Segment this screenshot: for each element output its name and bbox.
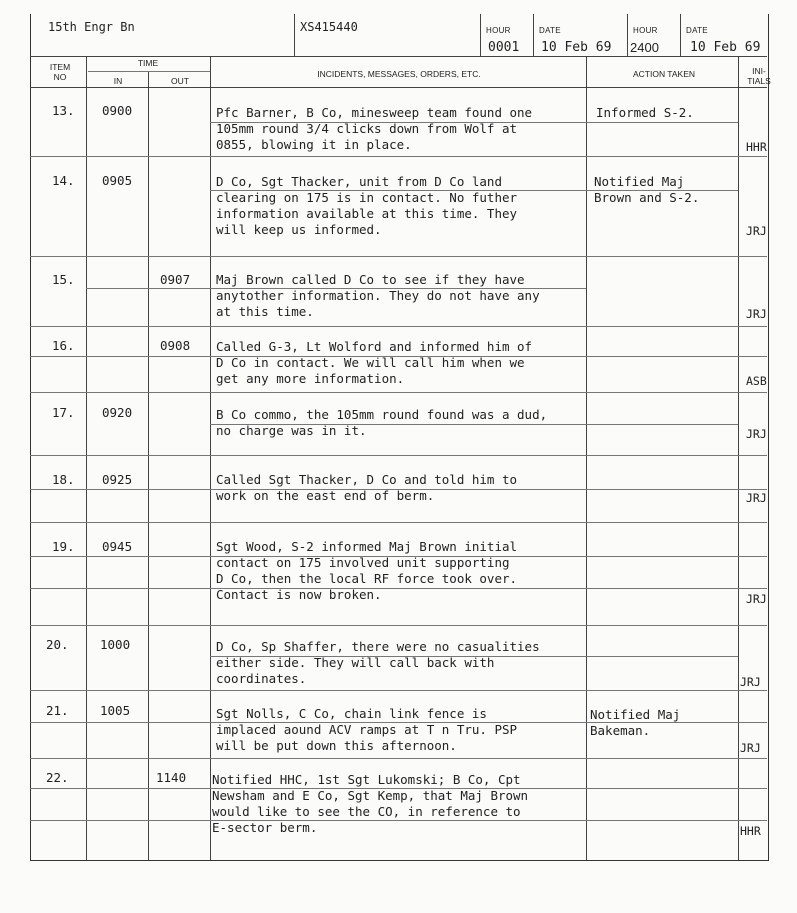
entry-number: 20. <box>46 637 69 652</box>
entry-text-line: Called Sgt Thacker, D Co and told him to <box>216 472 518 487</box>
header-divider <box>533 14 534 56</box>
entry-time-out: 1140 <box>156 770 187 785</box>
col-time: TIME <box>137 58 159 68</box>
entry-action: Bakeman. <box>590 723 651 738</box>
col-initials: INI- TIALS <box>747 66 771 86</box>
to-hour: 2400 <box>630 40 659 55</box>
entry-initials: HHR <box>746 140 767 154</box>
ruled-line <box>30 522 767 523</box>
entry-action: Notified Maj <box>594 174 685 189</box>
entry-text-line: 105mm round 3/4 clicks down from Wolf at <box>216 121 518 136</box>
entry-text-line: clearing on 175 is in contact. No futher <box>216 190 518 205</box>
entry-text-line: D Co, Sp Shaffer, there were no casualities <box>216 639 540 654</box>
entry-initials: HHR <box>740 824 761 838</box>
entry-action: Brown and S-2. <box>594 190 700 205</box>
entry-text-line: will be put down this afternoon. <box>216 738 457 753</box>
ruled-line <box>30 588 767 589</box>
ruled-line <box>210 424 738 425</box>
entry-text-line: either side. They will call back with <box>216 655 495 670</box>
column-divider <box>586 56 587 860</box>
entry-text-line: no charge was in it. <box>216 423 367 438</box>
ruled-line <box>30 820 767 821</box>
entry-number: 16. <box>52 338 75 353</box>
entry-time-in: 0900 <box>102 103 133 118</box>
entry-number: 13. <box>52 103 75 118</box>
entry-number: 14. <box>52 173 75 188</box>
entry-initials: ASB <box>746 374 767 388</box>
col-in: IN <box>113 76 123 86</box>
entry-text-line: D Co, then the local RF force took over. <box>216 571 518 586</box>
col-out: OUT <box>171 76 189 86</box>
ruled-line <box>30 326 767 327</box>
entry-number: 18. <box>52 472 75 487</box>
entry-time-in: 1005 <box>100 703 131 718</box>
ruled-line <box>210 656 738 657</box>
from-hour: 0001 <box>488 40 520 55</box>
entry-text-line: Contact is now broken. <box>216 587 382 602</box>
ruled-line <box>30 256 767 257</box>
entry-text-line: Maj Brown called D Co to see if they have <box>216 272 525 287</box>
column-divider <box>148 72 149 860</box>
entry-text-line: D Co in contact. We will call him when we <box>216 355 525 370</box>
ruled-line <box>86 288 586 289</box>
entry-text-line: at this time. <box>216 304 314 319</box>
from-hour-label: HOUR <box>486 26 511 35</box>
to-date-label: DATE <box>686 26 708 35</box>
entry-text-line: Newsham and E Co, Sgt Kemp, that Maj Brown <box>212 788 529 803</box>
from-date: 10 Feb 69 <box>541 40 612 55</box>
from-date-label: DATE <box>539 26 561 35</box>
to-hour-label: HOUR <box>633 26 658 35</box>
entry-text-line: information available at this time. They <box>216 206 518 221</box>
ruled-line <box>30 788 767 789</box>
ruled-line <box>210 190 738 191</box>
ruled-line <box>30 356 767 357</box>
column-divider <box>738 56 739 860</box>
ruled-line <box>30 489 767 490</box>
entry-text-line: work on the east end of berm. <box>216 488 435 503</box>
entry-time-in: 0920 <box>102 405 133 420</box>
ruled-line <box>30 392 767 393</box>
entry-number: 21. <box>46 703 69 718</box>
column-divider <box>210 56 211 860</box>
entry-text-line: B Co commo, the 105mm round found was a dud, <box>216 407 548 422</box>
entry-initials: JRJ <box>746 224 767 238</box>
entry-text-line: contact on 175 involved unit supporting <box>216 555 510 570</box>
entry-text-line: E-sector berm. <box>212 820 318 835</box>
entry-text-line: Sgt Nolls, C Co, chain link fence is <box>216 706 487 721</box>
header-rule <box>30 56 767 57</box>
entry-number: 19. <box>52 539 75 554</box>
entry-text-line: would like to see the CO, in reference to <box>212 804 521 819</box>
ruled-line <box>30 455 767 456</box>
entry-time-in: 1000 <box>100 637 131 652</box>
entry-time-in: 0905 <box>102 173 133 188</box>
entry-time-out: 0907 <box>160 272 191 287</box>
entry-text-line: 0855, blowing it in place. <box>216 137 412 152</box>
entry-text-line: Pfc Barner, B Co, minesweep team found one <box>216 105 533 120</box>
entry-initials: JRJ <box>740 741 761 755</box>
column-header-rule <box>30 87 767 88</box>
col-incidents: INCIDENTS, MESSAGES, ORDERS, ETC. <box>317 69 481 79</box>
header-divider <box>680 14 681 56</box>
col-item-no: ITEM NO <box>49 62 71 82</box>
entry-text-line: Notified HHC, 1st Sgt Lukomski; B Co, Cpt <box>212 772 521 787</box>
to-date: 10 Feb 69 <box>690 40 761 55</box>
ruled-line <box>30 156 767 157</box>
entry-initials: JRJ <box>746 491 767 505</box>
entry-text-line: implaced aound ACV ramps at T n Tru. PSP <box>216 722 518 737</box>
ruled-line <box>30 758 767 759</box>
entry-text-line: Called G-3, Lt Wolford and informed him of <box>216 339 533 354</box>
col-action: ACTION TAKEN <box>632 69 696 79</box>
location-code: XS415440 <box>300 20 358 34</box>
unit-name: 15th Engr Bn <box>48 20 135 34</box>
entry-initials: JRJ <box>746 592 767 606</box>
entry-text-line: coordinates. <box>216 671 307 686</box>
entry-initials: JRJ <box>740 675 761 689</box>
entry-time-in: 0925 <box>102 472 133 487</box>
header-divider <box>627 14 628 56</box>
entry-action: Informed S-2. <box>596 105 694 120</box>
entry-text-line: anytother information. They do not have any <box>216 288 540 303</box>
entry-time-in: 0945 <box>102 539 133 554</box>
ruled-line <box>30 625 767 626</box>
entry-text-line: Sgt Wood, S-2 informed Maj Brown initial <box>216 539 518 554</box>
entry-initials: JRJ <box>746 427 767 441</box>
entry-number: 22. <box>46 770 69 785</box>
entry-number: 15. <box>52 272 75 287</box>
entry-initials: JRJ <box>746 307 767 321</box>
ruled-line <box>210 122 738 123</box>
ruled-line <box>30 690 767 691</box>
time-split-rule <box>88 71 210 72</box>
column-divider <box>86 56 87 860</box>
entry-time-out: 0908 <box>160 338 191 353</box>
ruled-line <box>30 556 767 557</box>
header-divider <box>480 14 481 56</box>
ruled-line <box>30 722 767 723</box>
entry-text-line: will keep us informed. <box>216 222 382 237</box>
entry-text-line: D Co, Sgt Thacker, unit from D Co land <box>216 174 502 189</box>
entry-text-line: get any more information. <box>216 371 405 386</box>
entry-action: Notified Maj <box>590 707 681 722</box>
header-divider <box>294 14 295 56</box>
entry-number: 17. <box>52 405 75 420</box>
